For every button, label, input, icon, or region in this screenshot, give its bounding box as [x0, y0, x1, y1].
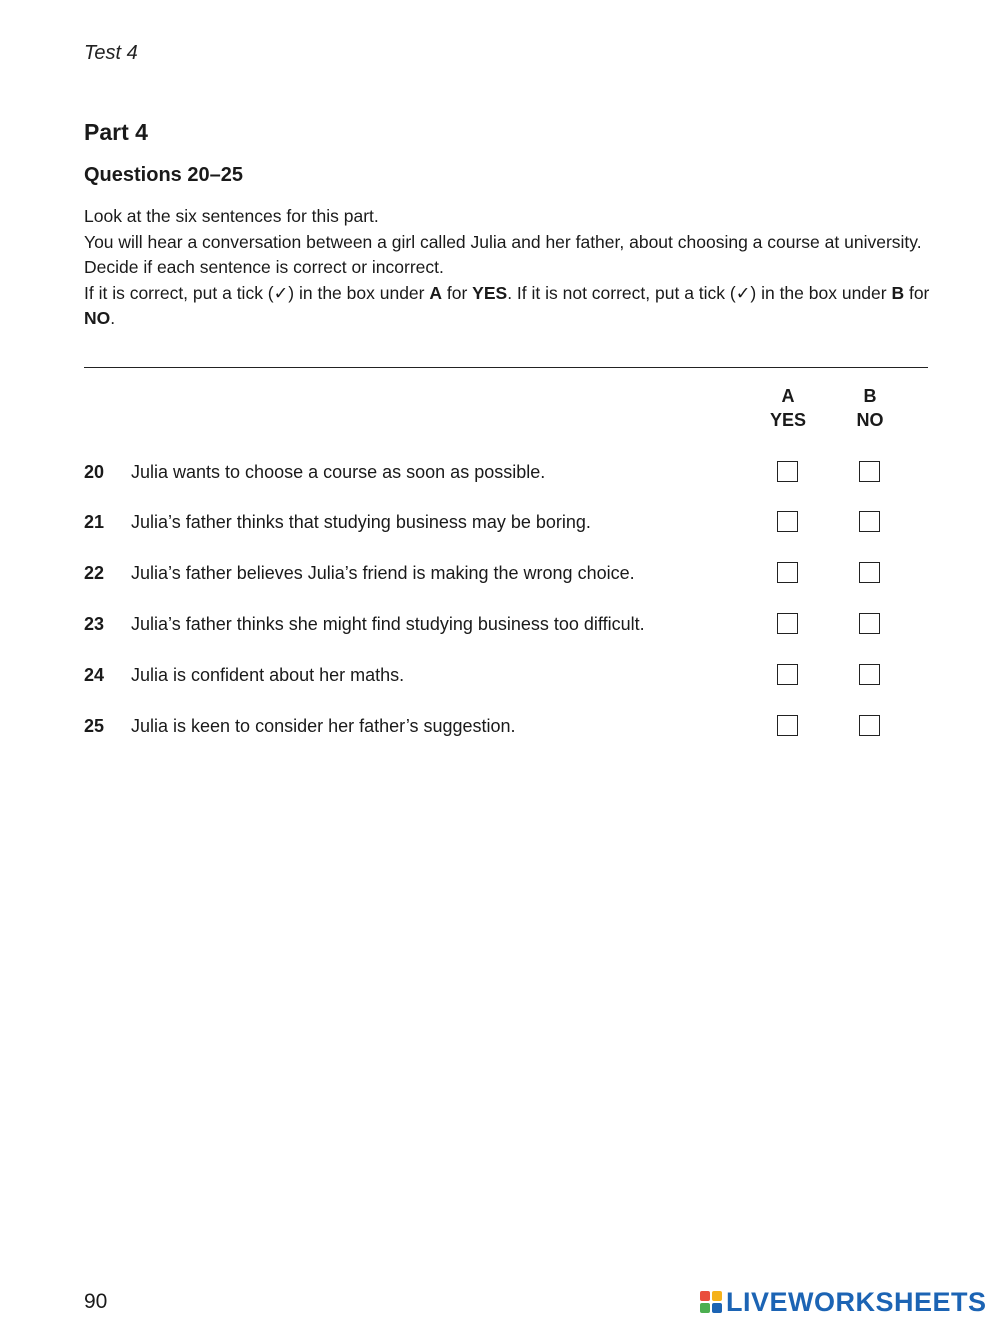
logo-text: LIVEWORKSHEETS [726, 1286, 987, 1317]
tickbox-yes[interactable] [777, 664, 798, 685]
instruction-line-4 [84, 281, 934, 332]
question-text: Julia’s father thinks that studying business may be boring. [131, 512, 591, 532]
column-a-letter: A [781, 386, 795, 406]
tickbox-no[interactable] [859, 511, 880, 532]
tickbox-yes[interactable] [777, 511, 798, 532]
instruction-bold-yes: YES [472, 282, 508, 303]
logo-square-red [700, 1291, 710, 1301]
question-text: Julia is confident about her maths. [131, 665, 405, 685]
instruction-text: If it is correct, put a tick (✓) in the box under [84, 282, 430, 303]
question-row-25 [84, 712, 904, 742]
questions-title: Questions 20–25 [84, 164, 243, 186]
instruction-text: . [110, 308, 116, 328]
instruction-text: for [904, 282, 930, 303]
tickbox-yes[interactable] [777, 461, 798, 482]
question-number: 22 [84, 563, 105, 583]
part-title: Part 4 [84, 119, 148, 145]
question-row-22 [84, 559, 904, 589]
instruction-bold-b: B [891, 282, 905, 303]
instructions [84, 204, 934, 332]
tickbox-no[interactable] [859, 461, 880, 482]
question-row-24 [84, 661, 904, 691]
question-row-21 [84, 508, 904, 538]
column-header-b [840, 384, 900, 432]
tickbox-yes[interactable] [777, 715, 798, 736]
instruction-line-3: Decide if each sentence is correct or incorrect. [84, 257, 444, 277]
question-row-23 [84, 610, 904, 640]
tickbox-yes[interactable] [777, 562, 798, 583]
page-number: 90 [84, 1290, 108, 1313]
column-b-letter: B [863, 386, 877, 406]
tickbox-no[interactable] [859, 613, 880, 634]
logo-square-yellow [712, 1291, 722, 1301]
question-number: 23 [84, 614, 105, 634]
tickbox-no[interactable] [859, 562, 880, 583]
instruction-line-1: Look at the six sentences for this part. [84, 206, 379, 226]
tickbox-no[interactable] [859, 715, 880, 736]
question-number: 20 [84, 462, 105, 482]
logo-square-blue [712, 1303, 722, 1313]
logo-mark-icon [700, 1291, 722, 1313]
logo-square-green [700, 1303, 710, 1313]
question-number: 25 [84, 716, 105, 736]
question-text: Julia’s father thinks she might find studying business too difficult. [131, 614, 645, 634]
instruction-bold-no: NO [84, 308, 111, 328]
column-a-label: YES [769, 410, 807, 430]
divider-rule [84, 367, 928, 368]
question-number: 21 [84, 512, 105, 532]
instruction-text: . If it is not correct, put a tick (✓) in the box under [507, 282, 892, 303]
question-number: 24 [84, 665, 105, 685]
instruction-text: for [442, 282, 473, 303]
liveworksheets-logo [700, 1286, 987, 1318]
column-header-a [758, 384, 818, 432]
tickbox-no[interactable] [859, 664, 880, 685]
column-b-label: NO [856, 410, 884, 430]
question-text: Julia is keen to consider her father’s suggestion. [131, 716, 516, 736]
question-row-20 [84, 458, 904, 488]
question-text: Julia’s father believes Julia’s friend is making the wrong choice. [131, 563, 635, 583]
test-label: Test 4 [84, 42, 138, 64]
instruction-line-2: You will hear a conversation between a girl called Julia and her father, about choosing a course at university. [84, 231, 922, 252]
tickbox-yes[interactable] [777, 613, 798, 634]
instruction-bold-a: A [429, 282, 442, 303]
question-text: Julia wants to choose a course as soon as possible. [131, 462, 546, 482]
